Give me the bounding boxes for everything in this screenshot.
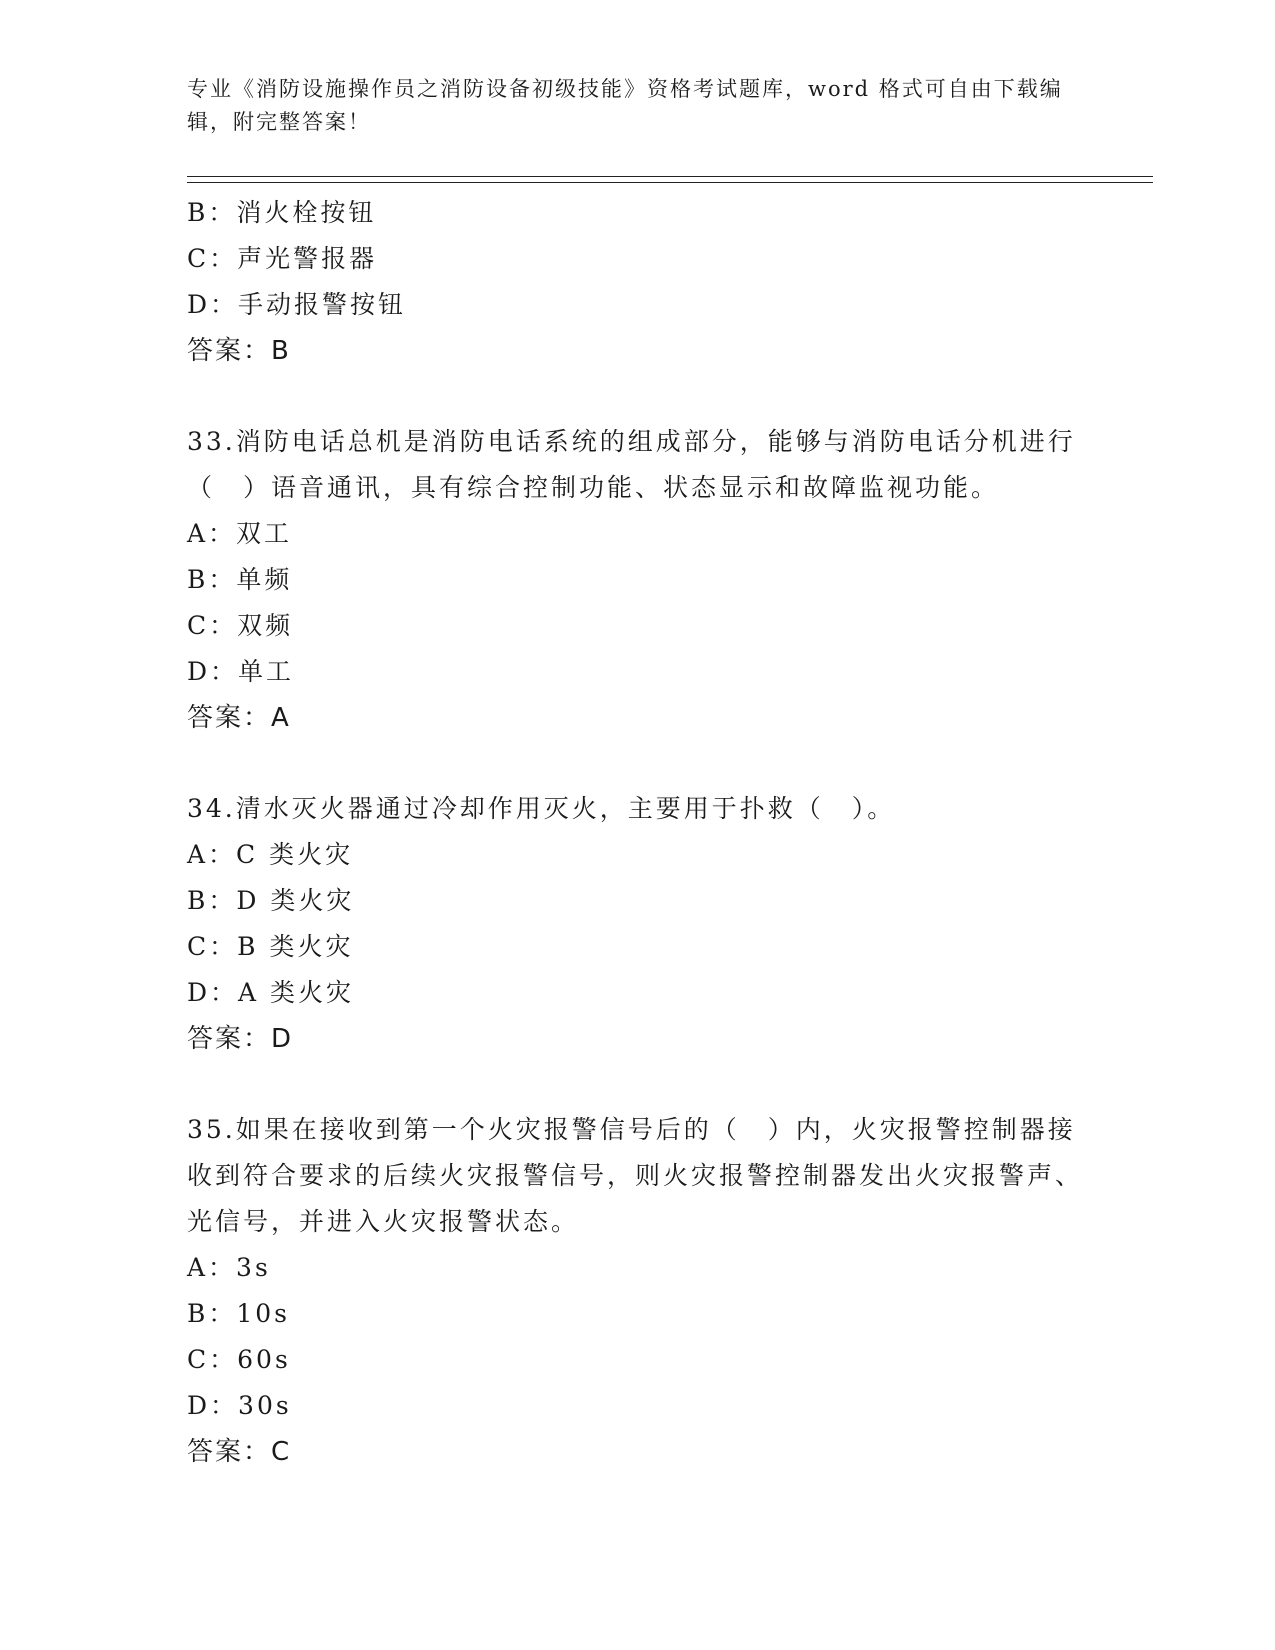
- question-block: [187, 190, 1087, 374]
- question-block: [187, 786, 1087, 1062]
- option-b: B：单频: [187, 565, 293, 594]
- option-d: D：A 类火灾: [187, 978, 355, 1007]
- option-a: A：3s: [187, 1253, 271, 1282]
- header-divider-top: [187, 176, 1153, 177]
- block-spacer: [187, 1062, 1087, 1107]
- question-text: 33.消防电话总机是消防电话系统的组成部分，能够与消防电话分机进行（ ）语音通讯，具有综合控制功能、状态显示和故障监视功能。: [187, 427, 1076, 502]
- question-block: [187, 1107, 1087, 1475]
- option-c: C：60s: [187, 1345, 291, 1374]
- option-a: A：双工: [187, 519, 293, 548]
- answer: 答案：D: [187, 1024, 294, 1054]
- question-text: 34.清水灭火器通过冷却作用灭火，主要用于扑救（ ）。: [187, 794, 896, 823]
- option-b: B：10s: [187, 1299, 291, 1328]
- document-header: 专业《消防设施操作员之消防设备初级技能》资格考试题库，word 格式可自由下载编辑，附完整答案！: [187, 77, 1063, 134]
- option-d: D：30s: [187, 1391, 292, 1420]
- option-c: C：声光警报器: [187, 244, 378, 273]
- option-d: D：手动报警按钮: [187, 290, 407, 319]
- header-divider-bottom: [187, 182, 1153, 183]
- block-spacer: [187, 374, 1087, 419]
- answer: 答案：B: [187, 336, 291, 366]
- option-a: A：C 类火灾: [187, 840, 354, 869]
- option-d: D：单工: [187, 657, 295, 686]
- option-b: B：D 类火灾: [187, 886, 355, 915]
- option-c: C：双频: [187, 611, 294, 640]
- question-block: [187, 419, 1087, 741]
- question-text: 35.如果在接收到第一个火灾报警信号后的（ ）内，火灾报警控制器接收到符合要求的后续火灾报警信号，则火灾报警控制器发出火灾报警声、光信号，并进入火灾报警状态。: [187, 1115, 1084, 1236]
- block-spacer: [187, 741, 1087, 786]
- option-b: B：消火栓按钮: [187, 198, 377, 227]
- option-c: C：B 类火灾: [187, 932, 354, 961]
- answer: 答案：A: [187, 703, 291, 733]
- question-list: [187, 190, 1087, 1475]
- answer: 答案：C: [187, 1437, 292, 1467]
